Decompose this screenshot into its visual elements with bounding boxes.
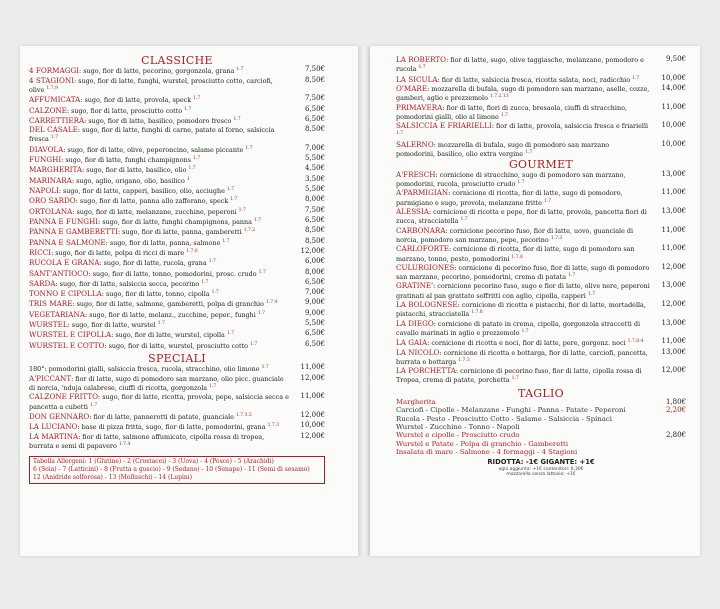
item-description: : sugo, fior di latte, rucola, grana bbox=[99, 259, 207, 268]
menu-item bbox=[29, 186, 325, 195]
taglio-line bbox=[396, 399, 686, 406]
allergen-codes: 1.7 bbox=[193, 156, 201, 162]
item-name: PANNA E FUNGHI bbox=[29, 217, 99, 227]
item-name: ORTOLANA bbox=[29, 206, 73, 216]
item-price: 6,50€ bbox=[304, 114, 325, 123]
taglio-line bbox=[396, 416, 686, 423]
allergen-codes: 1.7 bbox=[201, 279, 209, 285]
menu-item bbox=[29, 196, 325, 205]
item-name: A'FRESCH bbox=[396, 169, 436, 179]
menu-page-left bbox=[20, 46, 358, 556]
item-description: : fior di latte, provola, salsiccia fresca e friarielli bbox=[491, 122, 649, 131]
menu-item bbox=[29, 217, 325, 226]
item-description: : sugo, fior di latte, ricotta, provola, pepe, salsiccia secca e pancetta a cubetti bbox=[29, 393, 289, 411]
item-name: PANNA E SALMONE bbox=[29, 237, 106, 247]
item-description: : cornicione pecorino fuso, fior di latte, uovo, guanciale di norcia, pomodoro san marzano, pepe, pecorino bbox=[396, 226, 634, 245]
menu-item bbox=[29, 165, 325, 174]
item-name: DIAVOLA bbox=[29, 144, 64, 154]
allergen-codes: 1.7 bbox=[257, 310, 266, 316]
item-price: 11,00€ bbox=[661, 102, 686, 111]
item-name: AFFUMICATA bbox=[29, 95, 81, 105]
item-name: RICCI bbox=[29, 248, 52, 258]
allergen-codes: 1.7 bbox=[157, 321, 165, 327]
item-name: RUCOLA E GRANA bbox=[29, 258, 100, 268]
item-price: 7,00€ bbox=[304, 143, 325, 152]
menu-item bbox=[29, 330, 325, 339]
item-description: 180°: pomodorini gialli, salsiccia fresca, rucola, stracchino, olio limone bbox=[29, 365, 260, 374]
item-name: 4 STAGIONI bbox=[29, 75, 74, 85]
item-name: FUNGHI bbox=[29, 155, 62, 165]
item-description: : cornicione pecorino fuso, sugo e fior di latte, olive nere, peperoni gratinati al pan grattato soffritti con aglio, cipolla, capperi bbox=[396, 282, 650, 300]
item-price: 11,00€ bbox=[661, 244, 686, 253]
item-description: : fior di latte, sugo di pomodoro san marzano, olio picc. guanciale di norcia, 'nduja calabrese, ciuffi di ricotta, gorgonzola bbox=[29, 374, 284, 393]
menu-item bbox=[29, 320, 325, 329]
item-description: : sugo, fior di latte, funghi champignons bbox=[61, 156, 191, 165]
allergen-codes: 1.7 bbox=[233, 116, 241, 122]
taglio-text: Wurstel e cipolle - Prosciutto crudo bbox=[396, 431, 520, 440]
allergen-codes: 1.7 bbox=[226, 187, 235, 193]
item-name: PANNA E GAMBERETTI bbox=[29, 227, 118, 237]
item-price: 6,50€ bbox=[304, 277, 325, 286]
item-name: TONNO E CIPOLLA bbox=[29, 289, 102, 299]
item-price: 11,00€ bbox=[661, 188, 686, 197]
item-name: WURSTEL E COTTO bbox=[29, 340, 105, 350]
taglio-line bbox=[396, 407, 686, 414]
item-name: LA ROBERTO bbox=[396, 55, 447, 64]
item-price: 7,50€ bbox=[304, 205, 325, 214]
item-price: 12,00€ bbox=[300, 431, 325, 440]
allergen-codes: 1.7 bbox=[208, 259, 216, 265]
item-description: : sugo, fior di latte, provola, speck bbox=[80, 96, 192, 105]
menu-item bbox=[29, 207, 325, 216]
item-description: : sugo, aglio, origano, olio, basilico bbox=[71, 176, 185, 185]
item-price: 6,50€ bbox=[304, 329, 325, 338]
menu-item bbox=[396, 122, 686, 140]
menu-item bbox=[29, 364, 325, 373]
item-price: 3,50€ bbox=[304, 174, 325, 183]
item-name: A'PARMIGIAN bbox=[396, 188, 449, 198]
page-fold bbox=[358, 46, 370, 556]
item-name: SALERNO bbox=[396, 139, 434, 149]
item-price: 11,00€ bbox=[661, 337, 686, 346]
item-description: : cornicione di ricotta, fior di latte, sugo di pomodoro san marzano, tonno, pesto, pomodorini bbox=[396, 245, 635, 263]
item-price: 6,50€ bbox=[304, 215, 325, 224]
allergen-codes: 1.7 bbox=[460, 217, 468, 223]
taglio-text: Wurstel - Zucchine - Tonno - Napoli bbox=[396, 423, 520, 432]
item-description: : cornicione di pecorino fuso, fior di latte, cipolla rossa di Tropea, crema di patate, porchetta bbox=[396, 367, 642, 385]
item-description: : mozzarella di bufala, sugo di pomodoro san marzano pomodorini, basilico, olio extra vergine bbox=[396, 140, 610, 159]
menu-item bbox=[396, 320, 686, 338]
item-description: : sugo, fior di latte, salsiccia secca, pecorino bbox=[55, 279, 200, 288]
menu-item bbox=[396, 367, 686, 385]
item-name: LA NICOLO bbox=[396, 347, 440, 357]
item-price: 12,00€ bbox=[300, 373, 325, 382]
item-name: VEGETARIANA bbox=[29, 309, 85, 319]
item-name: MARINARA bbox=[29, 175, 72, 185]
taglio-line bbox=[396, 432, 686, 439]
item-price: 13,00€ bbox=[661, 169, 686, 178]
allergen-codes: 1.7 bbox=[418, 65, 426, 71]
allergen-codes: 1.7 bbox=[222, 238, 230, 244]
allergen-codes: 1.7 bbox=[188, 166, 196, 172]
lactose-footnote: mozzarella senza lattosio: +1€ bbox=[506, 471, 576, 477]
allergen-codes: 1.7 bbox=[50, 135, 59, 141]
taglio-text: Wurstel e Patate - Polpa di granchio - Gamberetti bbox=[396, 439, 569, 448]
item-price: 8,50€ bbox=[304, 75, 325, 84]
item-price: 13,00€ bbox=[661, 206, 686, 215]
speciali-continued-list bbox=[396, 56, 686, 158]
item-description: : sugo, fior di latte, wurstel, prosciutto cotto bbox=[104, 341, 249, 350]
item-price: 6,00€ bbox=[304, 257, 325, 266]
item-description: : cornicione di ricotta e pistacchi, fior di latte, mortadella, pistacchi, stracciatella bbox=[396, 301, 646, 319]
item-description: : fior di latte, sugo, olive taggiasche, melanzane, pomodoro e rucola bbox=[396, 56, 644, 74]
item-name: PRIMAVERA bbox=[396, 102, 443, 112]
menu-item bbox=[396, 85, 686, 103]
menu-item bbox=[29, 299, 325, 308]
item-name: LA BOLOGNESE bbox=[396, 300, 458, 310]
item-price: 13,00€ bbox=[661, 281, 686, 290]
allergen-codes: 1.7 bbox=[238, 207, 246, 213]
item-price: 13,00€ bbox=[661, 347, 686, 356]
menu-item bbox=[396, 245, 686, 263]
item-description: : sugo, fior di latte, salmone, gamberetti, polpa di granchio bbox=[72, 300, 264, 309]
item-price: 7,00€ bbox=[304, 288, 325, 297]
item-description: : mozzarella di bufala, sugo di pomodoro san marzano, aselle, cozze, gamberi, aglio e prezzemolo bbox=[396, 84, 650, 103]
menu-page-right bbox=[370, 46, 700, 556]
menu-item bbox=[29, 375, 325, 393]
item-price: 7,50€ bbox=[304, 94, 325, 103]
allergen-line: 6 (Soia) - 7 (Latticini) - 8 (Frutta a guscio) - 9 (Sedano) - 10 (Senape) - 11 (Semi di sesamo) bbox=[33, 466, 310, 474]
menu-item bbox=[396, 227, 686, 245]
menu-item bbox=[29, 66, 325, 75]
taglio-text: Insalata di mare - Salmone - 4 formaggi - 4 Stagioni bbox=[396, 447, 578, 456]
item-price: 11,00€ bbox=[300, 392, 325, 401]
item-name: ORO SARDO bbox=[29, 196, 76, 206]
item-name: CARRETTIERA bbox=[29, 115, 85, 125]
menu-item bbox=[29, 279, 325, 288]
item-description: : fior di latte, pannerotti di patate, guanciale bbox=[89, 413, 234, 422]
menu-item bbox=[29, 393, 325, 411]
taglio-line bbox=[396, 441, 686, 448]
menu-item bbox=[29, 433, 325, 451]
item-description: : sugo, fior di latte, panna, gamberetti bbox=[118, 228, 242, 237]
item-price: 11,00€ bbox=[300, 363, 325, 372]
taglio-price: 2,20€ bbox=[665, 406, 686, 415]
item-name: SALSICCIA E FRIARIELLI bbox=[396, 121, 492, 131]
item-price: 4,50€ bbox=[304, 164, 325, 173]
item-price: 12,00€ bbox=[300, 246, 325, 255]
allergen-codes: 1.7 bbox=[250, 341, 258, 347]
item-name: CALZONE bbox=[29, 105, 67, 115]
allergen-codes: 1.7 bbox=[517, 180, 525, 186]
item-description: : fior di latte, fiori di zucca, bresaola, ciuffi di stracchino, pomodorini gialli, olio al limone bbox=[396, 103, 627, 121]
allergen-codes: 1.7.3 bbox=[550, 235, 563, 241]
item-description: : sugo, fior di latte, tonno, pomodorini, prosc. crudo bbox=[88, 269, 257, 278]
item-price: 5,50€ bbox=[304, 319, 325, 328]
menu-item bbox=[396, 141, 686, 159]
allergen-table bbox=[29, 456, 325, 484]
allergen-codes: 1.7.9 bbox=[46, 85, 58, 91]
item-price: 8,00€ bbox=[304, 267, 325, 276]
menu-item bbox=[29, 126, 325, 144]
menu-item bbox=[396, 301, 686, 319]
item-description: : sugo, fior di latte, panna, salmone bbox=[105, 238, 221, 247]
allergen-codes: 1.7 bbox=[511, 376, 519, 382]
speciali-list bbox=[29, 364, 325, 450]
item-name: WURSTEL E CIPOLLA bbox=[29, 330, 112, 340]
allergen-codes: 1.7 bbox=[521, 328, 529, 334]
item-name: 4 FORMAGGI bbox=[29, 66, 80, 76]
allergen-line: 12 (Anidride solforosa) - 13 (Molluschi) - 14 (Lupini) bbox=[33, 474, 193, 482]
item-description: : sugo, fior di latte, olive, peperoncino, salame piccante bbox=[63, 145, 244, 154]
allergen-codes: 1.7.4 bbox=[118, 441, 131, 447]
item-description: : cornicione di ricotta e noci, fior di latte, pere, gorgonz. noci bbox=[427, 339, 626, 348]
gourmet-list bbox=[396, 171, 686, 385]
allergen-codes: 1.7 bbox=[90, 402, 98, 408]
allergen-codes: 1.7.2.13 bbox=[489, 94, 509, 100]
right-column bbox=[396, 56, 686, 477]
item-description: : cornicione di ricotta e pepe, fior di latte, provola, pancetta fiori di zucca, stracciatella bbox=[396, 207, 647, 226]
menu-item bbox=[29, 145, 325, 154]
menu-item bbox=[29, 341, 325, 350]
item-description: : base di pizza fritta, sugo, fior di latte, pomodorini, grana bbox=[77, 423, 266, 432]
taglio-line bbox=[396, 449, 686, 456]
menu-item bbox=[29, 106, 325, 115]
taglio-text: Carciofi - Cipolle - Melanzane - Funghi - Panna - Patate - Peperoni bbox=[396, 406, 626, 415]
allergen-codes: 1.7 bbox=[211, 290, 219, 296]
menu-item bbox=[29, 310, 325, 319]
item-description: : sugo, fior di latte, capperi, basilico, olio, acciughe bbox=[58, 187, 225, 196]
menu-item bbox=[396, 171, 686, 189]
item-name: LA MARTINA bbox=[29, 431, 79, 441]
item-description: : cornicione di ricotta e bottarga, fior di latte, carciofi, pancetta, burrata e bottarga bbox=[396, 348, 648, 366]
item-price: 8,50€ bbox=[304, 236, 325, 245]
item-name: NAPOLI bbox=[29, 186, 59, 196]
allergen-codes: 1.7 bbox=[184, 106, 192, 112]
menu-item bbox=[29, 412, 325, 421]
allergen-codes: 1.7 bbox=[261, 365, 269, 371]
item-name: LA SICULA bbox=[396, 74, 438, 84]
allergen-codes: 1.7 bbox=[396, 131, 404, 137]
taglio-line bbox=[396, 424, 686, 431]
allergen-line: Tabella Allergeni: 1 (Glutine) - 2 (Crostacei) - 3 (Uova) - 4 (Pesce) - 5 (Arachidi) bbox=[33, 458, 274, 466]
allergen-codes: 1.7 bbox=[525, 150, 533, 156]
item-name: CULURGIONES bbox=[396, 262, 455, 272]
item-description: : sugo, fior di latte, wurstel bbox=[67, 321, 156, 330]
section-title-classiche: CLASSICHE bbox=[141, 54, 213, 67]
menu-item bbox=[29, 269, 325, 278]
menu-item bbox=[29, 248, 325, 257]
allergen-codes: 1.7 bbox=[230, 197, 238, 203]
item-price: 12,00€ bbox=[661, 366, 686, 375]
item-price: 8,00€ bbox=[304, 195, 325, 204]
item-price: 8,50€ bbox=[304, 226, 325, 235]
menu-item bbox=[29, 77, 325, 95]
allergen-codes: 1.7 bbox=[193, 96, 201, 102]
item-name: A'PICCANT bbox=[29, 373, 72, 383]
item-price: 7,50€ bbox=[304, 65, 325, 74]
menu-item bbox=[29, 238, 325, 247]
menu-item bbox=[396, 282, 686, 300]
section-title-speciali: SPECIALI bbox=[148, 352, 206, 366]
taglio-price: 1,80€ bbox=[665, 398, 686, 407]
item-description: : sugo, fior di latte, funghi, wurstel, prosciutto cotto, carciofi, olive bbox=[29, 76, 273, 95]
item-description: : sugo, fior di latte, melanz., zucchine, peper., funghi bbox=[84, 310, 256, 319]
allergen-codes: 1.7.0 bbox=[186, 248, 198, 254]
item-description: : sugo, fior di latte, prosciutto cotto bbox=[66, 106, 183, 115]
menu-item bbox=[29, 95, 325, 104]
allergen-codes: 1.7 bbox=[226, 331, 235, 337]
allergen-codes: 1.7 bbox=[245, 145, 253, 151]
item-name: WURSTEL bbox=[29, 320, 68, 330]
item-price: 5,50€ bbox=[304, 154, 325, 163]
item-name: LA GAIA bbox=[396, 338, 428, 348]
item-price: 14,00€ bbox=[661, 83, 686, 92]
menu-item bbox=[29, 116, 325, 125]
item-price: 12,00€ bbox=[300, 410, 325, 419]
menu-item bbox=[396, 264, 686, 282]
item-price: 5,50€ bbox=[304, 185, 325, 194]
taglio-text: Margherita bbox=[396, 398, 436, 407]
item-price: 10,00€ bbox=[661, 139, 686, 148]
menu-item bbox=[396, 75, 686, 84]
taglio-text: Rucola - Pesto - Prosciutto Cotto - Salame - Salsiccia - Spinaci bbox=[396, 414, 612, 423]
allergen-codes: 1.7.3 bbox=[267, 423, 280, 429]
item-description: : sugo, fior di latte, funghi champignons, panna bbox=[98, 218, 252, 227]
extras-footnote: ogni aggiunta: +1€ contenitori: 0,30€ bbox=[498, 466, 584, 472]
allergen-codes: 1.7.4 bbox=[265, 300, 278, 306]
item-price: 13,00€ bbox=[661, 318, 686, 327]
menu-item bbox=[29, 258, 325, 267]
menu-item bbox=[396, 104, 686, 122]
item-price: 10,00€ bbox=[300, 421, 325, 430]
item-price: 10,00€ bbox=[661, 73, 686, 82]
menu-item bbox=[29, 289, 325, 298]
item-description: : cornicione di patate in crema, cipolla, gorgonzola straccetti di cavallo marinati in aglio e prezzemolo bbox=[396, 319, 640, 338]
item-description: : sugo, fior di latte, melanzane, zucchine, peperoni bbox=[72, 207, 237, 216]
item-price: 6,50€ bbox=[304, 104, 325, 113]
allergen-codes: 1.7 bbox=[568, 273, 576, 279]
allergen-codes: 1.7.8.4 bbox=[627, 339, 644, 345]
item-name: DON GENNARO bbox=[29, 412, 90, 422]
item-name: CALZONE FRITTO bbox=[29, 392, 99, 402]
allergen-codes: 1.7.8 bbox=[471, 310, 483, 316]
allergen-codes: 1.7 bbox=[236, 67, 244, 73]
item-name: CARBONARA bbox=[396, 225, 446, 235]
item-name: LA PORCHETTA bbox=[396, 366, 456, 376]
item-name: GRATINE' bbox=[396, 281, 434, 291]
allergen-codes: 1.7.3.5 bbox=[236, 412, 252, 418]
item-description: : cornicione di pecorino fuso, fior di latte, sugo di pomodoro san marzano, pecorino, pomodorini, crema di patata bbox=[396, 263, 650, 282]
allergen-codes: 1.7.2 bbox=[243, 228, 256, 234]
item-description: : fior di latte, salsiccia fresca, ricotta salata, noci, radicchio bbox=[437, 75, 631, 84]
item-description: : sugo, fior di latte, funghi di carne, patate al forno, salsiccia fresca bbox=[29, 126, 275, 144]
size-pricing-footer: RIDOTTA: -1€ GIGANTE: +1€ bbox=[487, 458, 595, 467]
allergen-codes: 1.7 bbox=[500, 112, 509, 118]
item-name: ALESSIA bbox=[396, 206, 429, 216]
allergen-codes: 1.7.8 bbox=[511, 254, 523, 260]
allergen-codes: 1 bbox=[186, 176, 190, 182]
item-price: 9,00€ bbox=[304, 308, 325, 317]
menu-item bbox=[396, 338, 686, 347]
item-name: SANT'ANTIOCO bbox=[29, 268, 89, 278]
item-description: : sugo, fior di latte, basilico, olio bbox=[82, 166, 187, 175]
item-description: : sugo, fior di latte, polpa di ricci di mare bbox=[51, 249, 185, 258]
item-description: : sugo, fior di latte, tonno, cipolla bbox=[101, 290, 210, 299]
item-price: 6,50€ bbox=[304, 339, 325, 348]
allergen-codes: 1.7 bbox=[587, 291, 596, 297]
item-description: : fior di latte, salmone affumicato, cipolla rossa di tropea, burrata e semi di papavero bbox=[29, 432, 265, 450]
item-price: 8,50€ bbox=[304, 125, 325, 134]
menu-item bbox=[29, 227, 325, 236]
item-price: 9,00€ bbox=[304, 298, 325, 307]
menu-item bbox=[396, 349, 686, 367]
item-description: : cornicione di ricotta, fior di latte, sugo di pomodoro, parmigiano e sugo, provola, melanzane fritte bbox=[396, 189, 623, 207]
allergen-codes: 1.7.3 bbox=[458, 357, 470, 363]
item-name: LA LUCIANO bbox=[29, 422, 78, 432]
menu-item bbox=[396, 189, 686, 207]
menu-item bbox=[29, 155, 325, 164]
item-name: CARLOFORTE bbox=[396, 244, 449, 254]
item-price: 9,50€ bbox=[665, 55, 686, 63]
item-name: O'MARE bbox=[396, 83, 428, 93]
left-column bbox=[29, 56, 325, 484]
item-description: : sugo, fior di latte, panna allo zafferano, speck bbox=[75, 197, 229, 206]
menu-item bbox=[29, 422, 325, 431]
item-name: SARDA bbox=[29, 278, 56, 288]
item-name: DEL CASALE bbox=[29, 125, 78, 135]
menu-item bbox=[396, 56, 686, 74]
item-name: TRIS MARE bbox=[29, 299, 73, 309]
allergen-codes: 1.7 bbox=[632, 75, 640, 81]
allergen-codes: 1.7 bbox=[543, 198, 552, 204]
section-title-gourmet: GOURMET bbox=[508, 158, 574, 172]
item-description: : sugo, fior di latte, pecorino, gorgonzola, grana bbox=[79, 67, 235, 76]
item-price: 12,00€ bbox=[661, 300, 686, 309]
item-name: MARGHERITA bbox=[29, 165, 83, 175]
allergen-codes: 1.7 bbox=[258, 269, 266, 275]
menu-item bbox=[29, 176, 325, 185]
item-description: : cornicione di stracchino, sugo di pomodoro san marzano, pomodorini, rucola, prosciutto crudo bbox=[396, 170, 626, 189]
item-price: 12,00€ bbox=[661, 262, 686, 271]
taglio-price: 2,80€ bbox=[665, 431, 686, 440]
item-name: LA DIEGO bbox=[396, 318, 434, 328]
item-price: 10,00€ bbox=[661, 121, 686, 130]
menu-item bbox=[396, 208, 686, 226]
section-title-taglio: TAGLIO bbox=[518, 386, 564, 400]
classiche-list bbox=[29, 66, 325, 350]
allergen-codes: 1.7 bbox=[254, 217, 262, 223]
allergen-codes: 1.7 bbox=[209, 384, 217, 390]
item-price: 11,00€ bbox=[661, 225, 686, 234]
taglio-list bbox=[396, 399, 686, 456]
item-description: : sugo, fior di latte, wurstel, cipolla bbox=[111, 331, 225, 340]
item-description: : sugo, fior di latte, basilico, pomodoro fresco bbox=[84, 116, 232, 125]
